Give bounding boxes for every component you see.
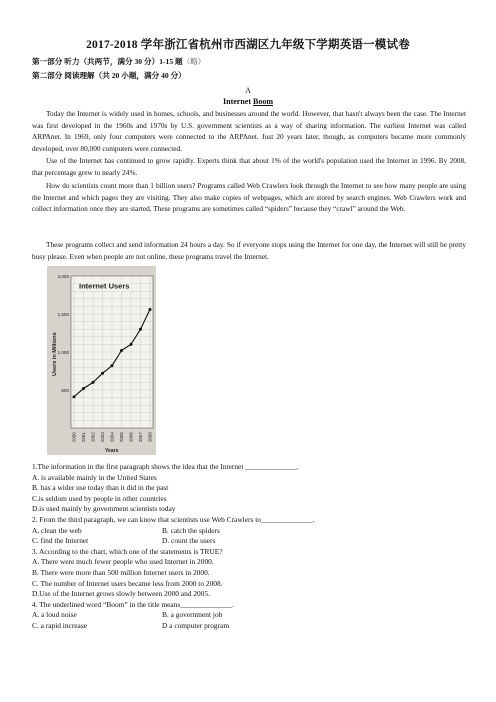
section-listening [32, 56, 205, 67]
question-4-option-row [32, 621, 230, 631]
data-point [149, 308, 152, 311]
exam-title: 2017-2018 学年浙江省杭州市西湖区九年级下学期英语一模试卷 [86, 39, 410, 51]
question-4-option[interactable]: A. a loud noise [32, 610, 77, 620]
question-4-option[interactable]: D a computer program [162, 621, 230, 630]
passage-letter: A [245, 86, 251, 95]
x-tick-label: 2006 [128, 432, 134, 442]
question-1-option[interactable]: D.is used mainly by government scientists today [32, 504, 176, 514]
data-point [101, 372, 104, 375]
x-tick-label: 2008 [147, 432, 153, 442]
internet-users-chart [47, 266, 156, 455]
question-2-option[interactable]: C. find the Internet [32, 536, 89, 546]
question-1-option[interactable]: B. has a wider use today than it did in the past [32, 483, 169, 493]
x-tick-label: 2005 [119, 432, 125, 442]
x-tick-label: 2004 [109, 432, 115, 442]
question-2-option-row [32, 525, 220, 536]
chart-ylabel: Users in Millions [52, 332, 58, 376]
chart-photo [47, 266, 156, 455]
question-3-option[interactable]: D.Use of the Internet grows slowly between 2000 and 2005. [32, 589, 210, 599]
paragraph-4: These programs collect and send information 24 hours a day. So if everyone stops using the Internet for one day, the Internet will still be pretty busy please. Even when people are not online, these programs travel the Internet. [32, 240, 466, 261]
passage-title-underlined: Boom [253, 97, 273, 106]
data-point [120, 349, 123, 352]
data-point [92, 381, 95, 384]
question-4-stem: 4. The underlined word “Boom” in the title means______________. [32, 599, 234, 609]
x-tick-label: 2003 [100, 432, 106, 442]
chart-title: Internet Users [79, 281, 130, 291]
x-tick-labels [72, 432, 153, 442]
y-tick-label: 1,000 [57, 350, 69, 355]
data-point [139, 328, 142, 331]
question-2-option[interactable]: B. catch the spiders [162, 525, 220, 535]
question-3-stem: 3. According to the chart, which one of the statements is TRUE? [32, 546, 223, 556]
question-4-option-row [32, 610, 223, 620]
y-tick-label: 1,500 [57, 312, 69, 317]
x-tick-label: 2002 [90, 432, 96, 442]
data-point [73, 395, 76, 398]
question-1-option[interactable]: A. is available mainly in the United States [32, 472, 157, 482]
paragraph-2: Use of the Internet has continued to grow rapidly. Experts think that about 1% of the world's population used the Internet in 1996. By 2008, that percentage grew to nearly 24%. [32, 156, 466, 177]
question-1-option[interactable]: C.is seldom used by people in other countries [32, 493, 167, 503]
question-2-option[interactable]: A, clean the web [32, 525, 82, 535]
x-tick-label: 2007 [138, 432, 144, 442]
question-2-option-row [32, 536, 216, 546]
question-4-option[interactable]: B. a government job [162, 610, 223, 620]
passage-title [0, 97, 496, 106]
paragraph-3: How do scientists count more than 1 billion users? Programs called Web Crawlers look through the Internet to see how many people are using the Internet and which pages they are visiting. They also make copies of webpages, which are stored by search engines. Web Crawlers work and collect information once they are started. These programs are sometimes called “spiders” because they “crawl” around the Web. [32, 181, 466, 214]
question-3-option[interactable]: B. There were more than 500 million Internet users in 2000. [32, 568, 210, 577]
section-listening-label: 第一部分 听力（共两节，满分 30 分）1-15 题 [32, 57, 183, 66]
paragraph-1: Today the Internet is widely used in homes, schools, and businesses around the world. However, that hasn't always been the case. The Internet was first developed in the 1960s and 1970s by U.S. government scientists as a way of sharing information. The earliest Internet was called ARPAnet. In 1969, only four computers were connected to the ARPAnet. Just 20 years later, though, as computers became more commonly developed, over 80,000 computers were connected. [32, 109, 466, 153]
question-3-option[interactable]: C. The number of Internet users became less from 2000 to 2008. [32, 578, 223, 588]
question-4-option[interactable]: C. a rapid increase [32, 621, 87, 630]
section-reading: 第二部分 阅读理解（共 20 小题，满分 40 分） [32, 71, 186, 80]
section-listening-note: （略） [182, 57, 206, 66]
passage-title-prefix: Internet [223, 97, 253, 106]
x-tick-label: 2001 [81, 432, 87, 442]
data-point [130, 343, 133, 346]
question-2-stem: 2. From the third paragraph, we can know that scientists use Web Crawlers to______________. [32, 515, 315, 524]
chart-grid [71, 276, 153, 428]
question-3-option[interactable]: A. There were much fewer people who used Internet in 2000. [32, 557, 214, 567]
y-tick-label: 2,000 [57, 274, 69, 279]
question-2-option[interactable]: D. count the users [162, 536, 216, 546]
y-tick-label: 500 [61, 388, 69, 393]
data-point [82, 387, 85, 390]
question-1-stem: 1.The information in the first paragraph shows the idea that the Internet ______________. [32, 462, 299, 471]
data-point [111, 364, 114, 367]
chart-xlabel: Years [105, 448, 119, 454]
x-tick-label: 2000 [71, 432, 77, 442]
